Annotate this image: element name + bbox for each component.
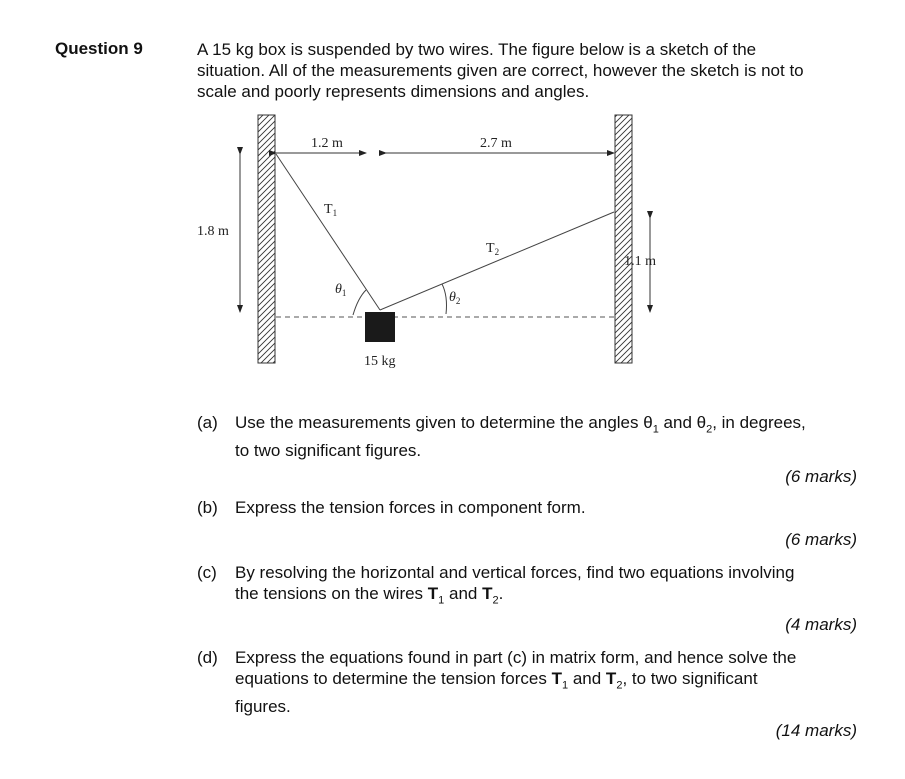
part-a-text	[235, 412, 875, 461]
part-c-text	[235, 562, 875, 611]
part-b-label: (b)	[197, 498, 218, 517]
part-b-line-1: Express the tension forces in component form.	[235, 498, 586, 517]
part-d-line-2: equations to determine the tension forces $T_1$ and $T_2$, to two significant	[235, 669, 758, 692]
label-t1: $T_1$	[324, 202, 338, 218]
intro-line-2: situation. All of the measurements given are correct, however the sketch is not to	[197, 61, 804, 80]
part-d-line-3: figures.	[235, 697, 291, 717]
label-1-2m: 1.2 m	[311, 136, 343, 151]
theta2-arc	[442, 284, 447, 314]
part-d-line-1: Express the equations found in part (c) in matrix form, and hence solve the	[235, 648, 797, 667]
part-a-marks: (6 marks)	[785, 467, 857, 486]
part-c-label: (c)	[197, 563, 217, 582]
wire-t2	[380, 212, 614, 310]
suspended-box-figure	[190, 110, 660, 375]
box-15kg	[365, 312, 395, 342]
question-intro	[197, 39, 877, 102]
question-title: Question 9	[55, 39, 143, 58]
label-2-7m: 2.7 m	[480, 136, 512, 151]
part-c-marks: (4 marks)	[785, 615, 857, 634]
part-a-line-1: Use the measurements given to determine the angles $\theta_1$ and $\theta_2$, in degrees,	[235, 413, 806, 436]
left-wall	[258, 115, 275, 363]
part-d-label: (d)	[197, 648, 218, 667]
part-d-text	[235, 647, 875, 717]
part-d-marks: (14 marks)	[775, 721, 857, 740]
part-c-line-1: By resolving the horizontal and vertical forces, find two equations involving	[235, 563, 795, 582]
wire-t1	[276, 154, 380, 310]
label-15kg: 15 kg	[364, 354, 396, 369]
label-1-8m: 1.8 m	[197, 224, 229, 239]
label-theta2: $\theta_2$	[449, 290, 461, 306]
theta1-arc	[353, 290, 366, 315]
label-1-1m: 1.1 m	[624, 254, 656, 269]
part-a-line-2: to two significant figures.	[235, 441, 422, 461]
part-b-text	[235, 497, 875, 518]
label-theta1: $\theta_1$	[335, 282, 347, 298]
intro-line-3: scale and poorly represents dimensions and angles.	[197, 82, 590, 101]
part-b-marks: (6 marks)	[785, 530, 857, 549]
intro-line-1: A 15 kg box is suspended by two wires. The figure below is a sketch of the	[197, 40, 757, 59]
right-wall	[615, 115, 632, 363]
part-c-line-2: the tensions on the wires $T_1$ and $T_2$.	[235, 584, 504, 607]
part-a-label: (a)	[197, 413, 218, 432]
label-t2: $T_2$	[486, 241, 500, 257]
